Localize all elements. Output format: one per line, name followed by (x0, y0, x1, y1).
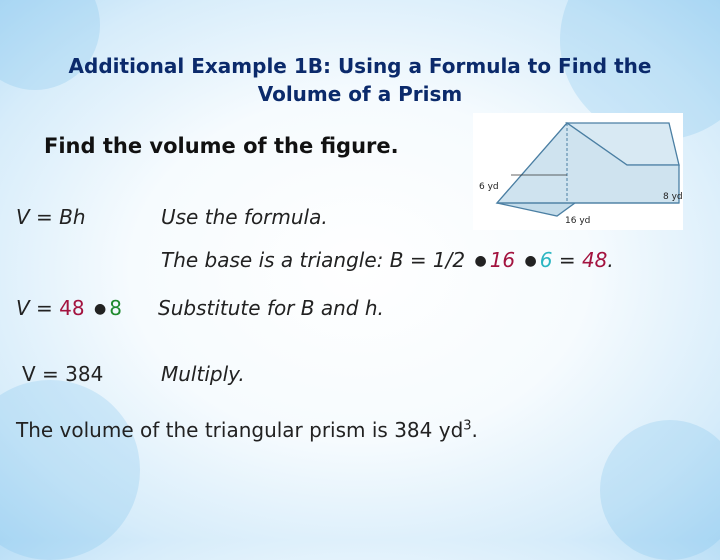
multiply-dot: ● (474, 253, 487, 269)
slide-title-line-1: Additional Example 1B: Using a Formula to Find the (68, 54, 652, 78)
base-value-6: 6 (539, 248, 553, 272)
conclusion-text: The volume of the triangular prism is 384 yd (16, 418, 464, 442)
multiply-dot: ● (93, 301, 107, 317)
multiply-dot: ● (524, 253, 537, 269)
slide-title (0, 52, 720, 108)
label-base: 16 yd (565, 216, 591, 226)
result-note: Multiply. (161, 362, 245, 386)
result-expression-text: V = 384 (22, 362, 104, 386)
base-note-eq: = (558, 248, 582, 272)
substitute-value-48: 48 (59, 296, 85, 320)
result-expression (22, 362, 103, 386)
substitute-note: Substitute for B and h. (158, 296, 384, 320)
background-bokeh (0, 380, 140, 560)
problem-prompt: Find the volume of the figure. (44, 134, 399, 158)
base-note (161, 248, 614, 272)
conclusion (16, 418, 478, 442)
formula-expression: V = Bh (16, 205, 86, 229)
conclusion-exponent: 3 (463, 418, 472, 434)
background-bokeh (600, 420, 720, 560)
base-note-end: . (607, 248, 614, 272)
substitute-value-8: 8 (109, 296, 122, 320)
base-note-prefix: The base is a triangle: B = 1/2 (161, 248, 466, 272)
label-height: 6 yd (479, 182, 499, 192)
substitute-prefix: V = (16, 296, 60, 320)
prism-figure (473, 113, 683, 230)
prism-diagram (473, 113, 683, 230)
base-value-16: 16 (489, 248, 516, 272)
substitute-expression (16, 296, 122, 320)
conclusion-end: . (471, 418, 478, 442)
slide-title-line-2: Volume of a Prism (257, 82, 463, 106)
formula-note: Use the formula. (161, 205, 328, 229)
label-length: 8 yd (663, 192, 683, 202)
base-result-48: 48 (581, 248, 608, 272)
